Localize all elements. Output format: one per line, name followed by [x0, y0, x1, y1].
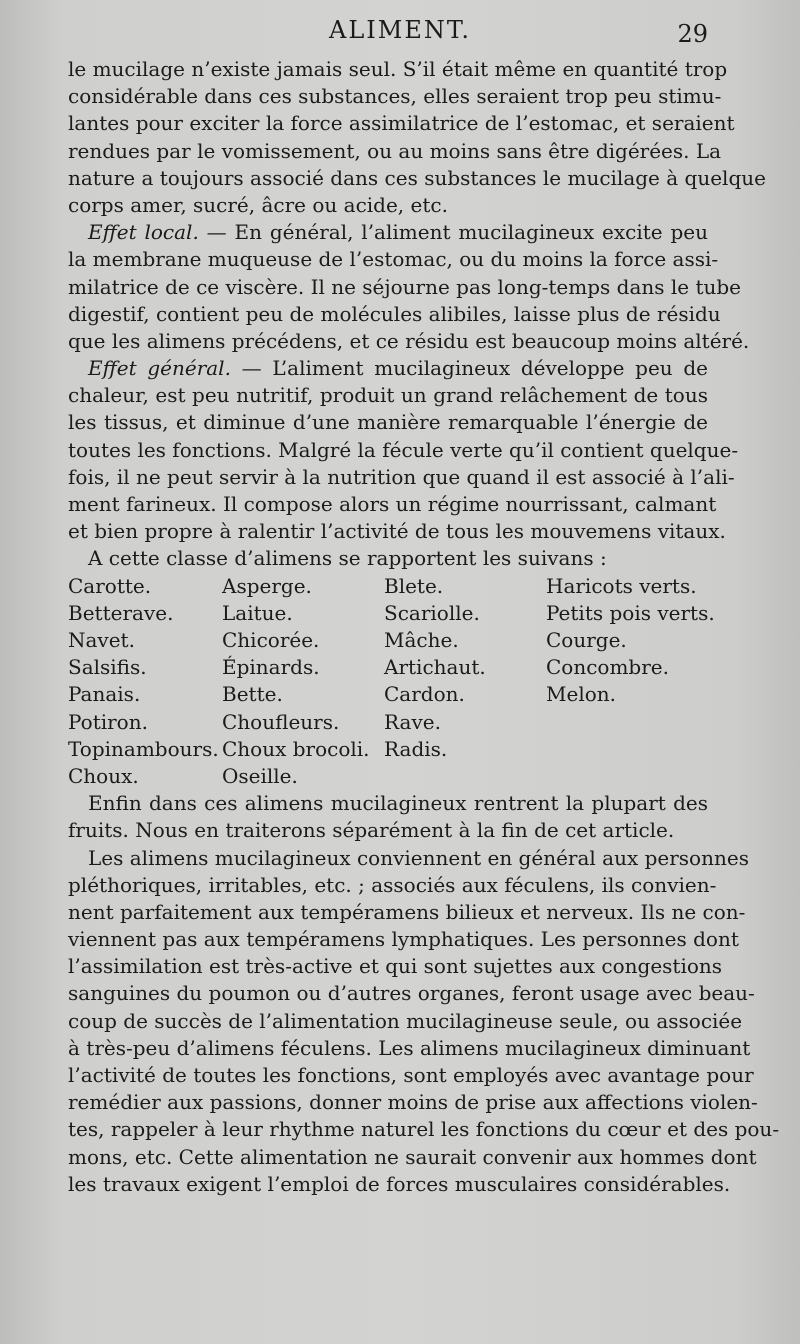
- text-line: digestif, contient peu de molécules alibiles, laisse plus de résidu: [68, 301, 721, 326]
- text-line: milatrice de ce viscère. Il ne séjourne pas long-temps dans le tube: [68, 274, 742, 299]
- text-run: — L’aliment mucilagineux développe peu de: [230, 356, 709, 381]
- list-row: [68, 654, 708, 681]
- text-line: [68, 355, 708, 382]
- list-item: Radis.: [384, 736, 448, 761]
- list-row: [68, 709, 708, 736]
- text-line: sanguines du poumon ou d’autres organes, feront usage avec beau-: [68, 981, 755, 1006]
- list-item: Potiron.: [68, 709, 148, 734]
- list-item: Chicorée.: [222, 627, 320, 652]
- text-line: à très-peu d’alimens féculens. Les alimens mucilagineux diminuant: [68, 1035, 751, 1060]
- list-item: Panais.: [68, 682, 141, 707]
- list-item: Carotte.: [68, 573, 152, 598]
- list-item: Courge.: [546, 627, 627, 652]
- text-line: les travaux exigent l’emploi de forces musculaires considérables.: [68, 1171, 731, 1196]
- list-item: Rave.: [384, 709, 441, 734]
- list-intro: A cette classe d’alimens se rapportent les suivans :: [88, 546, 607, 571]
- text-run: — En général, l’aliment mucilagineux excite peu: [198, 220, 708, 245]
- list-row: [68, 573, 708, 600]
- text-line: Enfin dans ces alimens mucilagineux rentrent la plupart des: [88, 791, 708, 816]
- text-line: l’assimilation est très-active et qui sont sujettes aux congestions: [68, 954, 723, 979]
- list-item: Cardon.: [384, 682, 465, 707]
- list-item: Oseille.: [222, 763, 298, 788]
- list-item: Choufleurs.: [222, 709, 340, 734]
- list-item: Mâche.: [384, 627, 459, 652]
- text-line: et bien propre à ralentir l’activité de tous les mouvemens vitaux.: [68, 519, 726, 544]
- text-line: corps amer, sucré, âcre ou acide, etc.: [68, 192, 448, 217]
- text-line: la membrane muqueuse de l’estomac, ou du moins la force assi-: [68, 247, 719, 272]
- list-row: [68, 627, 708, 654]
- text-line: que les alimens précédens, et ce résidu est beaucoup moins altéré.: [68, 328, 750, 353]
- list-item: Asperge.: [222, 573, 312, 598]
- list-item: Choux.: [68, 763, 139, 788]
- paragraph-continuation: [68, 56, 766, 219]
- text-line: le mucilage n’existe jamais seul. S’il était même en quantité trop: [68, 57, 728, 81]
- list-row: [68, 681, 708, 708]
- paragraph-effet-local: [68, 219, 750, 355]
- text-line: remédier aux passions, donner moins de prise aux affections violen-: [68, 1090, 758, 1115]
- text-line: considérable dans ces substances, elles seraient trop peu stimu-: [68, 84, 722, 109]
- text-line: les tissus, et diminue d’une manière remarquable l’énergie de: [68, 410, 708, 435]
- list-item: Betterave.: [68, 600, 174, 625]
- text-line: lantes pour exciter la force assimilatrice de l’estomac, et seraient: [68, 111, 735, 136]
- text-line: nature a toujours associé dans ces substances le mucilage à quelque: [68, 165, 766, 190]
- text-line: tes, rappeler à leur rhythme naturel les fonctions du cœur et des pou-: [68, 1117, 780, 1142]
- list-item: Petits pois verts.: [546, 600, 715, 625]
- list-item: Bette.: [222, 682, 283, 707]
- text-line: nent parfaitement aux tempéramens bilieux et nerveux. Ils ne con-: [68, 899, 746, 924]
- paragraph-effet-general: [68, 355, 739, 545]
- paragraph-fruits: [68, 790, 708, 844]
- text-line: fruits. Nous en traiterons séparément à la fin de cet article.: [68, 818, 675, 843]
- list-item: Topinambours.: [68, 736, 219, 761]
- list-row: [68, 600, 715, 627]
- text-line: l’activité de toutes les fonctions, sont employés avec avantage pour: [68, 1063, 754, 1088]
- list-item: Navet.: [68, 627, 135, 652]
- text-line: coup de succès de l’alimentation mucilagineuse seule, ou associée: [68, 1008, 743, 1033]
- section-heading: Effet général.: [88, 356, 231, 381]
- list-item: Salsifis.: [68, 655, 147, 680]
- list-item: Choux brocoli.: [222, 736, 370, 761]
- text-line: fois, il ne peut servir à la nutrition que quand il est associé à l’ali-: [68, 464, 735, 489]
- paragraph-conviennent: [68, 845, 780, 1198]
- text-line: chaleur, est peu nutritif, produit un grand relâchement de tous: [68, 383, 708, 408]
- text-line: [68, 219, 708, 246]
- text-line: ment farineux. Il compose alors un régime nourrissant, calmant: [68, 492, 717, 516]
- page-header: [0, 14, 800, 48]
- text-line: mons, etc. Cette alimentation ne saurait convenir aux hommes dont: [68, 1144, 757, 1169]
- section-heading: Effet local.: [88, 220, 199, 245]
- list-item: Scariolle.: [384, 600, 480, 625]
- running-title: ALIMENT.: [329, 16, 471, 44]
- page-number: 29: [677, 20, 708, 48]
- list-item: Artichaut.: [384, 655, 486, 680]
- list-item: Laitue.: [222, 600, 293, 625]
- list-item: Épinards.: [222, 655, 320, 680]
- text-line: rendues par le vomissement, ou au moins sans être digérées. La: [68, 138, 722, 163]
- list-item: Blete.: [384, 573, 444, 598]
- list-row: [68, 736, 708, 763]
- text-line: pléthoriques, irritables, etc. ; associés aux féculens, ils convien-: [68, 872, 717, 897]
- list-item: Haricots verts.: [546, 573, 697, 598]
- text-line: viennent pas aux tempéramens lymphatiques. Les personnes dont: [68, 927, 739, 952]
- food-list: [68, 573, 715, 791]
- list-item: Melon.: [546, 682, 616, 707]
- text-line: toutes les fonctions. Malgré la fécule verte qu’il contient quelque-: [68, 437, 739, 462]
- list-row: [68, 763, 708, 790]
- text-line: Les alimens mucilagineux conviennent en général aux personnes: [88, 845, 749, 870]
- list-item: Concombre.: [546, 655, 669, 680]
- page-body: [68, 56, 780, 1198]
